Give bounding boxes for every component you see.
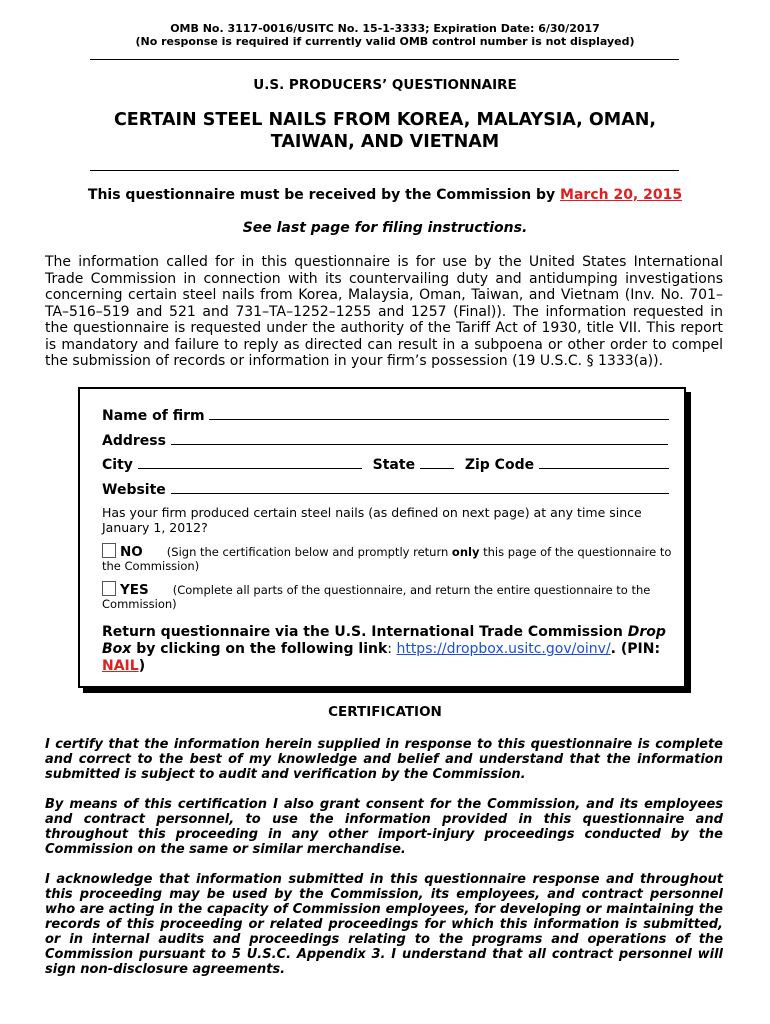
- address-field[interactable]: [171, 431, 668, 445]
- certification-paragraph-1: I certify that the information herein supplied in response to this questionnaire is complete and correct to the best of my knowledge and belief and understand that the information submitted is subject to audit and verification by the Commission.: [45, 737, 723, 782]
- return-instructions: [102, 624, 672, 675]
- pin-pre: . (PIN:: [610, 641, 661, 657]
- firm-name-row: [102, 406, 669, 424]
- firm-name-field[interactable]: [209, 406, 669, 420]
- deadline-text: This questionnaire must be received by the Commission by: [87, 187, 561, 203]
- city-row: [102, 455, 669, 473]
- zip-field[interactable]: [539, 455, 669, 469]
- no-text-pre: (Sign the certification below and promptly return: [166, 545, 452, 559]
- no-label: NO: [120, 544, 143, 560]
- page-title: [0, 109, 770, 153]
- dropbox-link[interactable]: https://dropbox.usitc.gov/oinv/: [396, 641, 611, 657]
- yes-text: (Complete all parts of the questionnaire, and return the entire questionnaire to the Commission): [102, 583, 651, 611]
- address-row: [102, 431, 668, 449]
- no-text-post: this page of the questionnaire to the Commission): [102, 545, 672, 573]
- deadline-notice: [0, 187, 770, 203]
- return-colon: :: [387, 641, 397, 657]
- no-checkbox[interactable]: [102, 543, 116, 558]
- city-label: City: [102, 457, 133, 473]
- omb-number: OMB No. 3117-0016/USITC No. 15-1-3333; Expiration Date: 6/30/2017: [170, 22, 600, 35]
- website-field[interactable]: [171, 480, 669, 494]
- website-row: [102, 480, 669, 498]
- divider: [90, 170, 679, 171]
- website-label: Website: [102, 482, 166, 498]
- intro-paragraph: The information called for in this questionnaire is for use by the United States International Trade Commission in connection with its countervailing duty and antidumping investigations concerning certain steel nails from Korea, Malaysia, Oman, Taiwan, and Vietnam (Inv. No. 701–TA–516–519 and 521 and 731–TA–1252–1255 and 1257 (Final)). The information requested in the questionnaire is requested under the authority of the Tariff Act of 1930, title VII. This report is mandatory and failure to reply as directed can result in a subpoena or other order to compel the submission of records or information in your firm’s possession (19 U.S.C. § 1333(a)).: [45, 254, 723, 369]
- certification-heading: CERTIFICATION: [328, 704, 442, 720]
- production-question: Has your firm produced certain steel nails (as defined on next page) at any time since January 1, 2012?: [102, 505, 642, 535]
- certification-paragraph-3: I acknowledge that information submitted in this questionnaire response and throughout this proceeding may be used by the Commission, its employees, and contract personnel who are acting in the capacity of Commission employees, for developing or maintaining the records of this proceeding or related proceedings for which this information is submitted, or in internal audits and proceedings relating to the programs and operations of the Commission pursuant to 5 U.S.C. Appendix 3. I understand that all contract personnel will sign non-disclosure agreements.: [45, 872, 723, 977]
- yes-option: [102, 581, 682, 611]
- state-label: State: [372, 457, 416, 473]
- title-line-2: TAIWAN, AND VIETNAM: [270, 132, 500, 152]
- yes-label: YES: [120, 582, 149, 598]
- no-text-only: only: [451, 545, 480, 559]
- pin-post: ): [138, 658, 146, 674]
- state-field[interactable]: [420, 455, 454, 469]
- firm-info-box: [78, 387, 686, 688]
- address-label: Address: [102, 433, 166, 449]
- questionnaire-title: U.S. PRODUCERS’ QUESTIONNAIRE: [253, 77, 517, 93]
- city-field[interactable]: [138, 455, 362, 469]
- pin-code: NAIL: [102, 658, 139, 674]
- title-line-1: CERTAIN STEEL NAILS FROM KOREA, MALAYSIA, OMAN,: [113, 110, 657, 130]
- firm-name-label: Name of firm: [102, 408, 205, 424]
- filing-instructions-note: See last page for filing instructions.: [242, 220, 528, 236]
- return-mid-text: by clicking on the following link: [131, 641, 388, 657]
- drop-box-text: Drop Box: [102, 624, 666, 657]
- zip-label: Zip Code: [464, 457, 535, 473]
- omb-note: (No response is required if currently valid OMB control number is not displayed): [135, 35, 635, 48]
- divider: [90, 59, 679, 60]
- yes-checkbox[interactable]: [102, 581, 116, 596]
- certification-paragraph-2: By means of this certification I also grant consent for the Commission, and its employees and contract personnel, to use the information provided in this questionnaire and throughout this proceeding in any other import-injury proceedings conducted by the Commission on the same or similar merchandise.: [45, 797, 723, 857]
- deadline-date: March 20, 2015: [560, 187, 683, 203]
- no-option: [102, 543, 682, 573]
- return-text: Return questionnaire via the U.S. International Trade Commission: [102, 624, 628, 640]
